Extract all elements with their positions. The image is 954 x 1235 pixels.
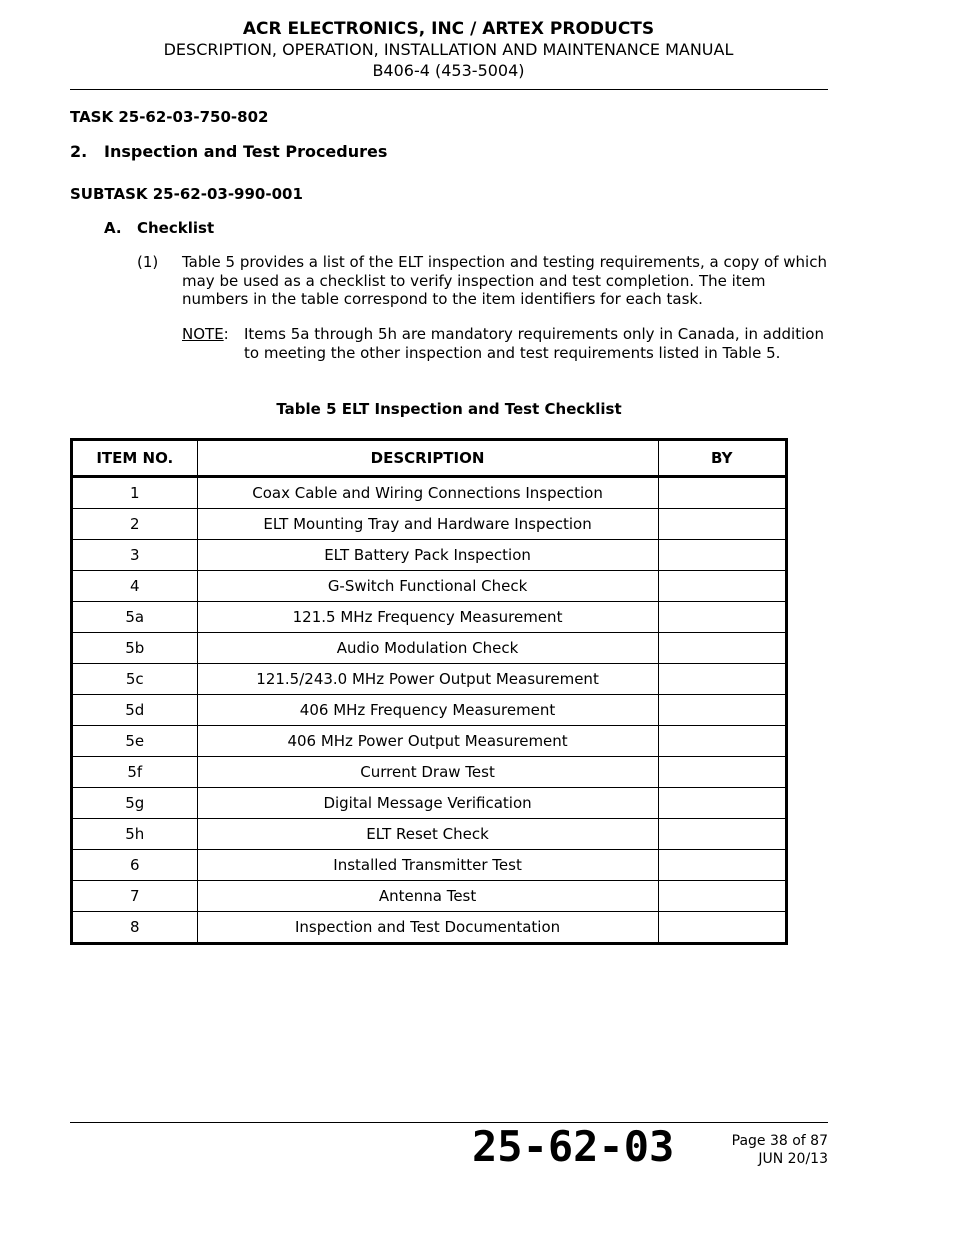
model-number: B406-4 (453-5004) xyxy=(372,61,525,80)
table-row xyxy=(72,695,787,726)
description-cell: Inspection and Test Documentation xyxy=(197,912,658,944)
note-colon: : xyxy=(223,325,229,343)
paragraph-letter: A. xyxy=(104,219,122,237)
table-row xyxy=(72,633,787,664)
table-row xyxy=(72,726,787,757)
company-title: ACR ELECTRONICS, INC / ARTEX PRODUCTS xyxy=(242,19,655,39)
by-cell xyxy=(658,477,786,509)
item-no-cell: 4 xyxy=(72,571,198,602)
section-title: Inspection and Test Procedures xyxy=(104,142,388,161)
table-row xyxy=(72,602,787,633)
note-text: Items 5a through 5h are mandatory requirements only in Canada, in addition to meeting the other inspection and test requirements listed in Table 5. xyxy=(244,325,824,362)
by-cell xyxy=(658,912,786,944)
description-cell: Installed Transmitter Test xyxy=(197,850,658,881)
by-cell xyxy=(658,757,786,788)
step-number: (1) xyxy=(137,253,159,271)
footer-divider xyxy=(70,1122,828,1123)
description-cell: ELT Mounting Tray and Hardware Inspection xyxy=(197,509,658,540)
checklist-table xyxy=(70,438,788,945)
item-no-cell: 5c xyxy=(72,664,198,695)
item-no-cell: 5e xyxy=(72,726,198,757)
description-cell: 121.5/243.0 MHz Power Output Measurement xyxy=(197,664,658,695)
by-cell xyxy=(658,509,786,540)
by-cell xyxy=(658,571,786,602)
table-row xyxy=(72,664,787,695)
item-no-cell: 2 xyxy=(72,509,198,540)
page-info xyxy=(700,1132,828,1168)
revision-date: JUN 20/13 xyxy=(758,1151,828,1167)
item-no-cell: 5f xyxy=(72,757,198,788)
description-cell: ELT Reset Check xyxy=(197,819,658,850)
table-row xyxy=(72,477,787,509)
table-caption: Table 5 ELT Inspection and Test Checklist xyxy=(276,400,622,418)
by-cell xyxy=(658,664,786,695)
subtask-id: SUBTASK 25-62-03-990-001 xyxy=(70,185,303,203)
note-word: NOTE xyxy=(182,325,224,343)
item-no-cell: 5a xyxy=(72,602,198,633)
table-row xyxy=(72,912,787,944)
by-cell xyxy=(658,881,786,912)
item-no-cell: 6 xyxy=(72,850,198,881)
item-no-cell: 7 xyxy=(72,881,198,912)
table-row xyxy=(72,819,787,850)
item-no-cell: 1 xyxy=(72,477,198,509)
document-code: 25-62-03 xyxy=(472,1122,675,1171)
paragraph-title: Checklist xyxy=(137,219,215,237)
by-cell xyxy=(658,726,786,757)
table-row xyxy=(72,757,787,788)
table-row xyxy=(72,788,787,819)
col-header-item-no: ITEM NO. xyxy=(72,440,198,477)
item-no-cell: 3 xyxy=(72,540,198,571)
item-no-cell: 5g xyxy=(72,788,198,819)
description-cell: Audio Modulation Check xyxy=(197,633,658,664)
table-row xyxy=(72,571,787,602)
step-text: Table 5 provides a list of the ELT inspection and testing requirements, a copy of which may be used as a checklist to verify inspection and test completion. The item numbers in the table correspond to the item identifiers for each task. xyxy=(182,253,827,308)
by-cell xyxy=(658,819,786,850)
item-no-cell: 8 xyxy=(72,912,198,944)
table-row xyxy=(72,881,787,912)
by-cell xyxy=(658,788,786,819)
item-no-cell: 5b xyxy=(72,633,198,664)
table-row xyxy=(72,850,787,881)
description-cell: Antenna Test xyxy=(197,881,658,912)
note-label xyxy=(182,325,229,343)
section-number: 2. xyxy=(70,142,88,161)
by-cell xyxy=(658,540,786,571)
page-number: Page 38 of 87 xyxy=(731,1133,828,1149)
description-cell: Digital Message Verification xyxy=(197,788,658,819)
col-header-by: BY xyxy=(658,440,786,477)
description-cell: 406 MHz Frequency Measurement xyxy=(197,695,658,726)
item-no-cell: 5d xyxy=(72,695,198,726)
task-id: TASK 25-62-03-750-802 xyxy=(70,108,269,126)
by-cell xyxy=(658,602,786,633)
item-no-cell: 5h xyxy=(72,819,198,850)
paragraph-heading xyxy=(104,219,214,237)
table-row xyxy=(72,509,787,540)
table-row xyxy=(72,540,787,571)
by-cell xyxy=(658,850,786,881)
table-header-row xyxy=(72,440,787,477)
section-heading xyxy=(70,142,387,161)
description-cell: ELT Battery Pack Inspection xyxy=(197,540,658,571)
by-cell xyxy=(658,633,786,664)
header-divider xyxy=(70,89,828,90)
description-cell: G-Switch Functional Check xyxy=(197,571,658,602)
description-cell: 121.5 MHz Frequency Measurement xyxy=(197,602,658,633)
description-cell: 406 MHz Power Output Measurement xyxy=(197,726,658,757)
description-cell: Coax Cable and Wiring Connections Inspection xyxy=(197,477,658,509)
manual-title: DESCRIPTION, OPERATION, INSTALLATION AND MAINTENANCE MANUAL xyxy=(163,40,734,59)
description-cell: Current Draw Test xyxy=(197,757,658,788)
by-cell xyxy=(658,695,786,726)
col-header-description: DESCRIPTION xyxy=(197,440,658,477)
